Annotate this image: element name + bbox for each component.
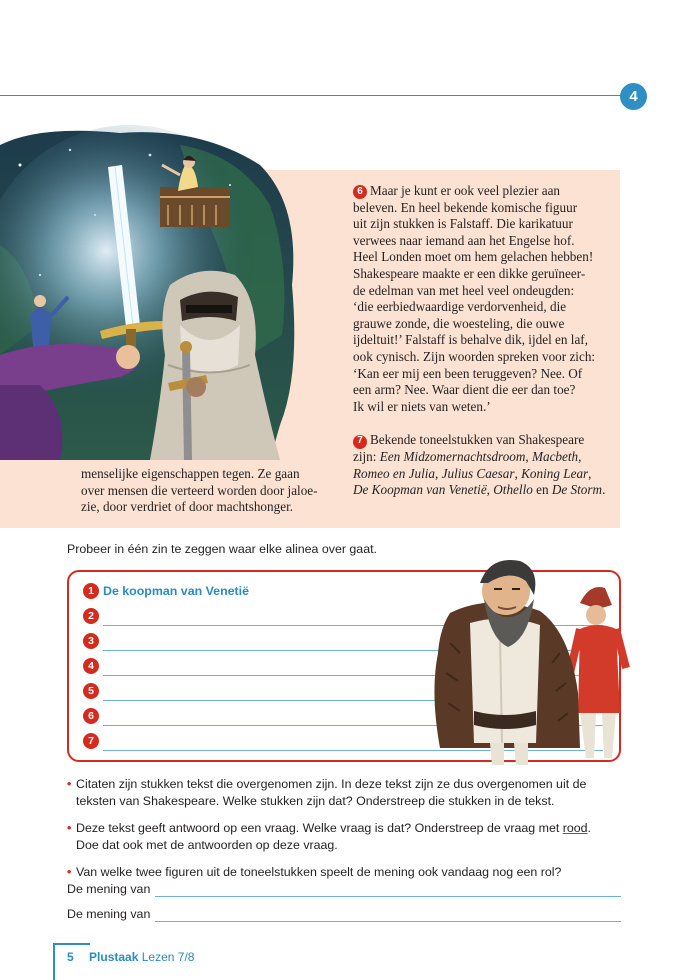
answer-text: De koopman van Venetië <box>103 584 249 598</box>
paragraph-6-line: een arm? Nee. Waar dient die eer dan toe? <box>353 382 576 398</box>
text-column-left <box>81 466 331 516</box>
bullet-citaten <box>67 776 627 810</box>
opinion-row-1[interactable] <box>67 881 621 899</box>
falstaff-artwork <box>430 543 630 765</box>
exercise-instruction: Probeer in één zin te zeggen waar elke alinea over gaat. <box>67 542 377 556</box>
chapter-badge: 4 <box>620 83 647 110</box>
answer-number: 5 <box>83 683 99 699</box>
bullet-dot: • <box>67 865 72 879</box>
paragraph-6-line: verwees naar iemand aan het Engelse hof. <box>353 232 575 248</box>
answer-number: 6 <box>83 708 99 724</box>
left-column-line: zie, door verdriet of door machtshonger. <box>81 499 294 515</box>
opinion-label: De mening van <box>67 882 151 896</box>
paragraph-6-line: 6 Maar je kunt er ook veel plezier aan <box>353 183 618 200</box>
paragraph-6-line: Ik wil er niets van weten.’ <box>353 398 491 414</box>
paragraph-6-line: ook cynisch. Zijn woorden spreken voor zich: <box>353 348 596 364</box>
top-rule <box>0 95 628 96</box>
paragraph-7-badge: 7 <box>353 435 367 449</box>
page-number: 5 <box>67 950 74 964</box>
paragraph-6-line: uit zijn stukken is Falstaff. Die karikatuur <box>353 216 573 232</box>
footer-brand: Plustaak <box>89 950 139 964</box>
paragraph-6-line: beleven. En heel bekende komische figuur <box>353 199 578 215</box>
paragraph-7-line: zijn: Een Midzomernachtsdroom, Macbeth, <box>353 448 582 464</box>
bullet-line: teksten van Shakespeare. Welke stukken zijn dat? Onderstreep die stukken in de tekst. <box>76 794 555 808</box>
paragraph-7-line: De Koopman van Venetië, Othello en De Storm. <box>353 482 606 498</box>
paragraph-6-line: ‘Kan eer mij een been teruggeven? Nee. Of <box>353 365 583 381</box>
paragraph-6-line: Heel Londen moet om hem gelachen hebben! <box>353 249 594 265</box>
paragraph-6-line: ijdeltuit!’ Falstaff is behalve dik, ijdel en laf, <box>353 332 588 348</box>
paragraph-6-line: Shakespeare maakte er een dikke geruïneer- <box>353 265 586 281</box>
answer-number: 1 <box>83 583 99 599</box>
paragraph-7-line: Romeo en Julia, Julius Caesar, Koning Lear, <box>353 465 592 481</box>
paragraph-7-line: 7 Bekende toneelstukken van Shakespeare <box>353 432 618 449</box>
illustration-sword-scene <box>0 125 305 460</box>
bullet-dot: • <box>67 777 72 791</box>
bullet-line: Doe dat ook met de antwoorden op deze vraag. <box>76 838 338 852</box>
opinion-line <box>155 921 621 922</box>
bullet-vraag <box>67 820 627 854</box>
footer <box>67 950 194 964</box>
left-column-line: menselijke eigenschappen tegen. Ze gaan <box>81 466 300 481</box>
footer-subtitle: Lezen 7/8 <box>141 950 195 964</box>
bullet-line: Van welke twee figuren uit de toneelstukken speelt de mening ook vandaag nog een rol? <box>76 865 562 879</box>
answer-number: 3 <box>83 633 99 649</box>
paragraph-6-line: ‘die eerbiedwaardige verdorvenheid, die <box>353 299 567 315</box>
answer-number: 7 <box>83 733 99 749</box>
bullet-line: Citaten zijn stukken tekst die overgenomen zijn. In deze tekst zijn ze dus overgenomen uit de <box>76 777 587 791</box>
footer-bar <box>53 943 55 980</box>
illustration-falstaff <box>430 543 630 765</box>
opinion-row-2[interactable] <box>67 906 621 924</box>
footer-bar <box>53 943 90 945</box>
left-column-line: over mensen die verteerd worden door jaloe- <box>81 482 318 498</box>
opinion-label: De mening van <box>67 907 151 921</box>
text-column-right <box>353 183 618 499</box>
paragraph-6-line: grauwe zonde, die woesteling, die ouwe <box>353 315 565 331</box>
paragraph-6-badge: 6 <box>353 185 367 199</box>
bullet-list <box>67 776 627 891</box>
answer-number: 2 <box>83 608 99 624</box>
bullet-figuren <box>67 864 627 881</box>
sword-scene-artwork <box>0 125 305 460</box>
answer-number: 4 <box>83 658 99 674</box>
opinion-line <box>155 896 621 897</box>
rood-word: rood <box>562 821 588 835</box>
bullet-dot: • <box>67 821 72 835</box>
bullet-line: Deze tekst geeft antwoord op een vraag. Welke vraag is dat? Onderstreep de vraag met rood. <box>76 821 591 835</box>
paragraph-6-line: de edelman van met heel veel ondeugden: <box>353 282 575 298</box>
